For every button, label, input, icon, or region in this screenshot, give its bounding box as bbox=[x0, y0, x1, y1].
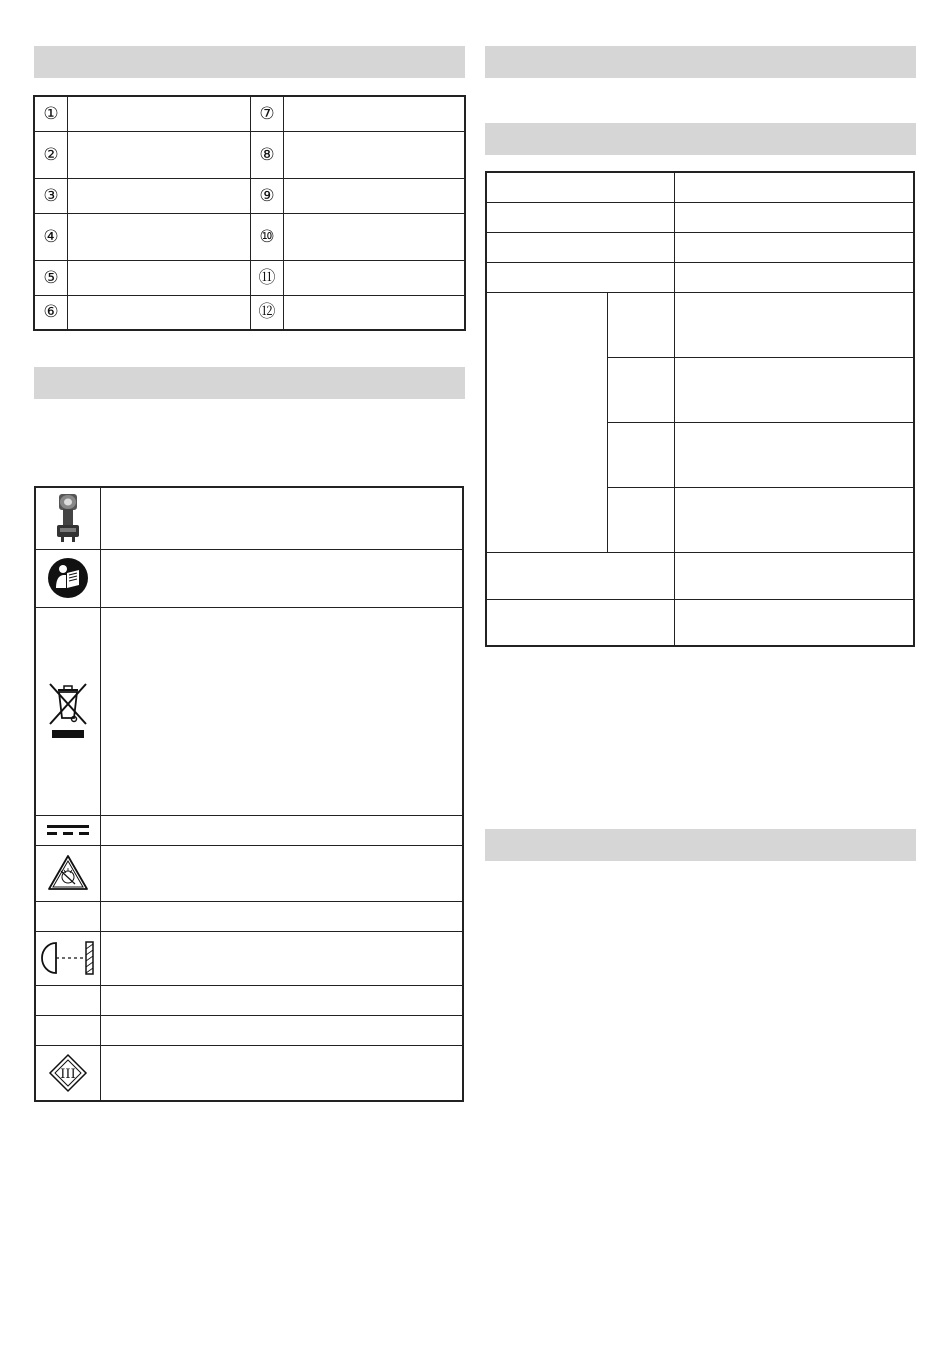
spec-sublabel-cell bbox=[608, 357, 675, 422]
symbol-cell bbox=[35, 931, 101, 985]
table-row bbox=[486, 292, 914, 357]
symbol-description bbox=[101, 985, 464, 1015]
symbols-table bbox=[34, 486, 464, 1102]
spec-value-cell bbox=[675, 487, 915, 552]
component-label-cell bbox=[284, 96, 466, 131]
spec-label-cell bbox=[486, 262, 675, 292]
work-light-tool-icon bbox=[53, 492, 83, 544]
spec-value-cell bbox=[675, 552, 915, 599]
component-number: ② bbox=[34, 131, 68, 178]
section-header-operation bbox=[485, 829, 916, 861]
spec-label-cell bbox=[486, 552, 675, 599]
symbol-cell bbox=[35, 815, 101, 845]
spec-label-cell bbox=[486, 232, 675, 262]
spec-value-cell bbox=[675, 232, 915, 262]
table-row bbox=[34, 213, 465, 260]
table-row bbox=[34, 96, 465, 131]
read-manual-icon bbox=[46, 556, 90, 600]
symbol-description bbox=[101, 845, 464, 901]
table-row bbox=[35, 1015, 463, 1045]
table-row bbox=[486, 552, 914, 599]
symbol-description bbox=[101, 1015, 464, 1045]
direct-current-icon bbox=[47, 823, 89, 837]
component-label-cell bbox=[284, 260, 466, 295]
spec-value-cell bbox=[675, 292, 915, 357]
component-label-cell bbox=[68, 96, 251, 131]
component-number: ⑩ bbox=[251, 213, 284, 260]
table-row bbox=[486, 202, 914, 232]
component-number: ⑪ bbox=[251, 260, 284, 295]
spec-value-cell bbox=[675, 202, 915, 232]
section-header-components bbox=[34, 46, 465, 78]
spec-label-cell bbox=[486, 599, 675, 646]
symbol-description bbox=[101, 931, 464, 985]
symbol-description bbox=[101, 815, 464, 845]
component-number: ① bbox=[34, 96, 68, 131]
table-row bbox=[486, 599, 914, 646]
table-row bbox=[35, 845, 463, 901]
symbol-description bbox=[101, 549, 464, 607]
component-label-cell bbox=[68, 260, 251, 295]
spec-value-cell bbox=[675, 172, 915, 202]
table-row bbox=[35, 901, 463, 931]
spec-label-cell bbox=[486, 202, 675, 232]
symbol-cell bbox=[35, 607, 101, 815]
table-row bbox=[34, 131, 465, 178]
symbol-cell bbox=[35, 845, 101, 901]
symbol-cell bbox=[35, 1045, 101, 1101]
section-header-intended-use bbox=[485, 46, 916, 78]
component-label-cell bbox=[284, 213, 466, 260]
components-table bbox=[33, 95, 466, 331]
symbol-cell bbox=[35, 901, 101, 931]
spec-value-cell bbox=[675, 262, 915, 292]
symbol-description bbox=[101, 607, 464, 815]
symbol-cell bbox=[35, 487, 101, 549]
do-not-stare-light-icon bbox=[46, 853, 90, 893]
spec-sublabel-cell bbox=[608, 422, 675, 487]
table-row bbox=[486, 262, 914, 292]
component-label-cell bbox=[68, 213, 251, 260]
symbol-description bbox=[101, 901, 464, 931]
symbol-cell bbox=[35, 985, 101, 1015]
component-number: ⑥ bbox=[34, 295, 68, 330]
component-label-cell bbox=[68, 295, 251, 330]
class-iii-label: III bbox=[60, 1066, 76, 1082]
section-header-technical-data bbox=[485, 123, 916, 155]
eye-distance-icon bbox=[40, 939, 96, 977]
spec-label-cell bbox=[486, 172, 675, 202]
spec-sublabel-cell bbox=[608, 487, 675, 552]
table-row bbox=[35, 487, 463, 549]
spec-value-cell bbox=[675, 422, 915, 487]
symbol-cell bbox=[35, 549, 101, 607]
spec-value-cell bbox=[675, 357, 915, 422]
component-label-cell bbox=[68, 131, 251, 178]
symbol-cell bbox=[35, 1015, 101, 1045]
component-number: ⑧ bbox=[251, 131, 284, 178]
class-iii-icon bbox=[48, 1053, 88, 1093]
component-number: ⑤ bbox=[34, 260, 68, 295]
table-row bbox=[35, 985, 463, 1015]
table-row bbox=[34, 295, 465, 330]
component-number: ③ bbox=[34, 178, 68, 213]
table-row bbox=[34, 260, 465, 295]
component-number: ④ bbox=[34, 213, 68, 260]
component-number: ⑫ bbox=[251, 295, 284, 330]
technical-data-table bbox=[485, 171, 915, 647]
component-number: ⑨ bbox=[251, 178, 284, 213]
symbol-description bbox=[101, 1045, 464, 1101]
table-row bbox=[486, 232, 914, 262]
component-label-cell bbox=[284, 178, 466, 213]
symbol-description bbox=[101, 487, 464, 549]
section-header-symbols bbox=[34, 367, 465, 399]
spec-value-cell bbox=[675, 599, 915, 646]
table-row bbox=[35, 607, 463, 815]
component-label-cell bbox=[284, 295, 466, 330]
table-row bbox=[34, 178, 465, 213]
table-row bbox=[35, 549, 463, 607]
table-row bbox=[35, 931, 463, 985]
table-row bbox=[35, 1045, 463, 1101]
spec-sublabel-cell bbox=[608, 292, 675, 357]
component-label-cell bbox=[284, 131, 466, 178]
table-row bbox=[486, 172, 914, 202]
weee-crossed-bin-icon bbox=[46, 680, 90, 742]
spec-group-label-cell bbox=[486, 292, 608, 552]
table-row bbox=[35, 815, 463, 845]
component-label-cell bbox=[68, 178, 251, 213]
component-number: ⑦ bbox=[251, 96, 284, 131]
